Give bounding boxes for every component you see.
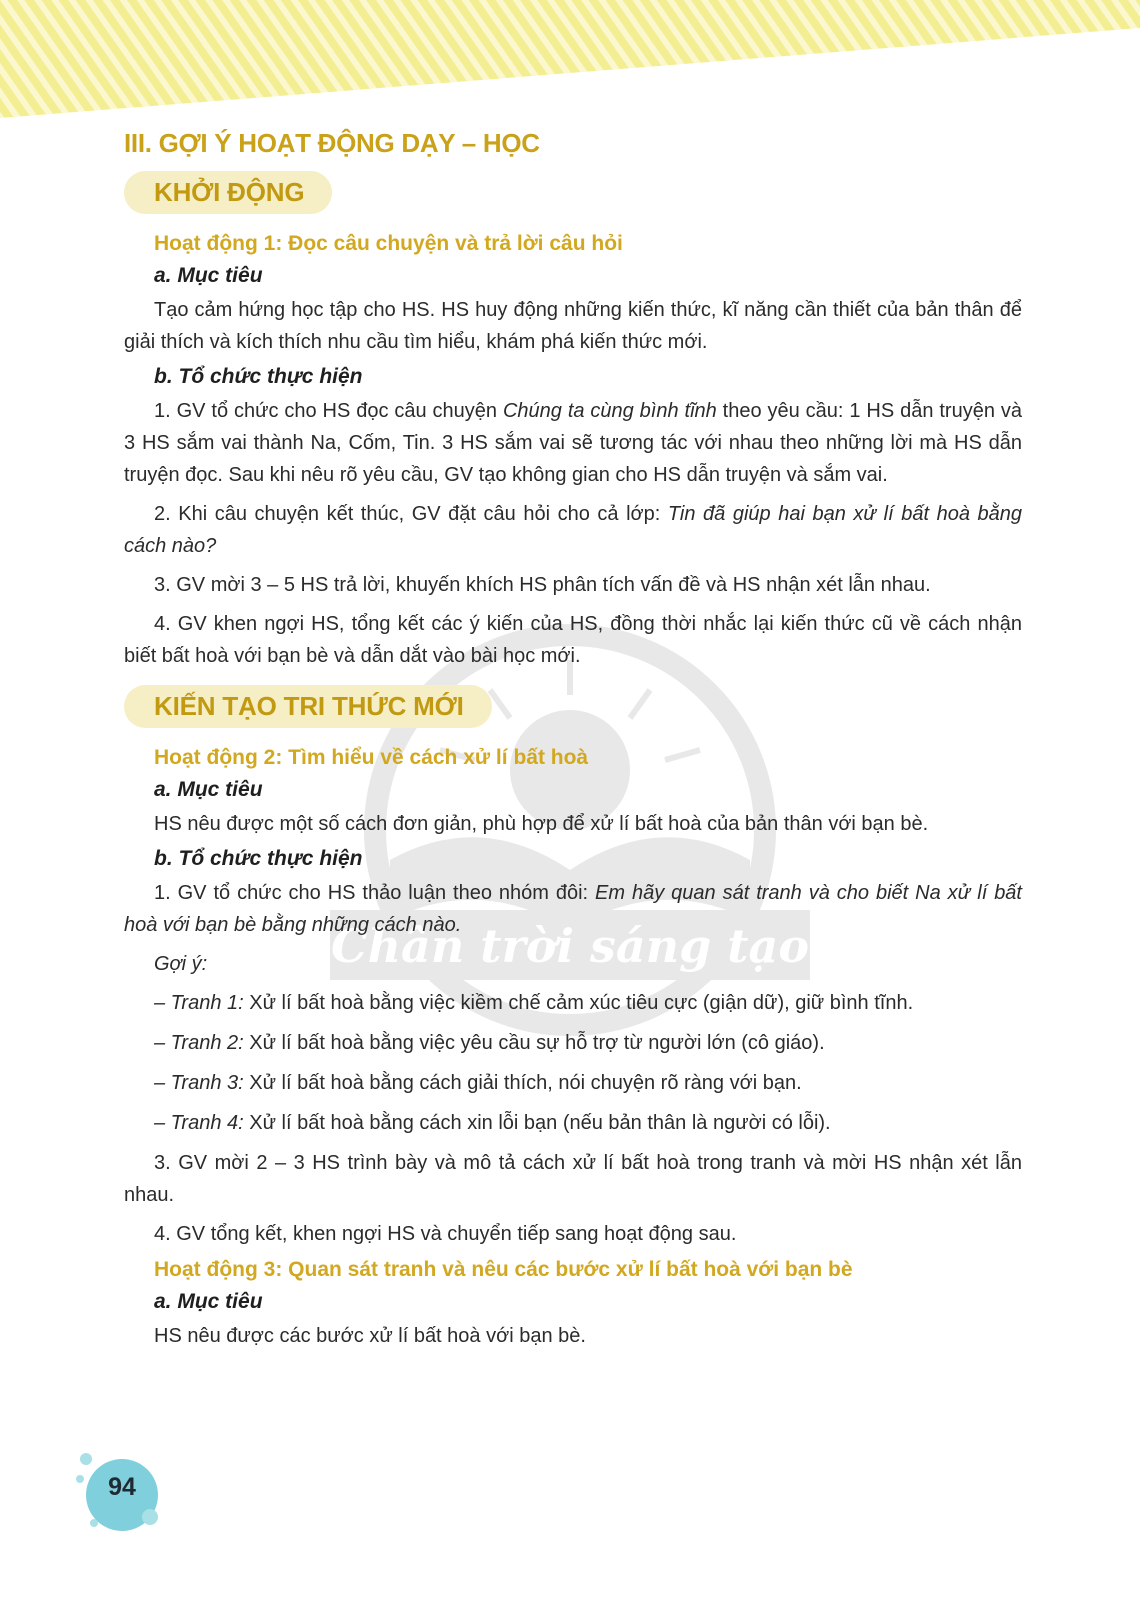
activity-2-muc-tieu-text: HS nêu được một số cách đơn giản, phù hợp để xử lí bất hoà của bản thân với bạn bè. (154, 813, 929, 835)
page-content (124, 128, 1022, 1359)
tranh-label: – Tranh 1: (154, 992, 244, 1014)
activity-1-step-1 (124, 395, 1022, 491)
kien-tao-heading: KIẾN TẠO TRI THỨC MỚI (124, 685, 492, 728)
activity-3-title: Hoạt động 3: Quan sát tranh và nêu các bước xử lí bất hoà với bạn bè (154, 1258, 853, 1281)
section-title: III. GỢI Ý HOẠT ĐỘNG DẠY – HỌC (124, 128, 540, 158)
activity-2-to-chuc-label: b. Tổ chức thực hiện (154, 847, 363, 870)
activity-1-muc-tieu-label: a. Mục tiêu (154, 264, 263, 287)
top-striped-band (0, 0, 1140, 130)
step-2-pre: 2. Khi câu chuyện kết thúc, GV đặt câu hỏi cho cả lớp: (154, 503, 668, 525)
activity-1-title: Hoạt động 1: Đọc câu chuyện và trả lời câu hỏi (154, 232, 623, 255)
activity-1-step-2 (124, 498, 1022, 562)
tranh-text: Xử lí bất hoà bằng cách xin lỗi bạn (nếu bản thân là người có lỗi). (243, 1112, 831, 1134)
activity-2-step-4: 4. GV tổng kết, khen ngợi HS và chuyển tiếp sang hoạt động sau. (154, 1223, 737, 1245)
activity-1-step-3: 3. GV mời 3 – 5 HS trả lời, khuyến khích HS phân tích vấn đề và HS nhận xét lẫn nhau. (154, 574, 931, 596)
step-1-pre: 1. GV tổ chức cho HS đọc câu chuyện (154, 400, 503, 422)
tranh-3-item (124, 1067, 1022, 1099)
tranh-text: Xử lí bất hoà bằng việc kiềm chế cảm xúc tiêu cực (giận dữ), giữ bình tĩnh. (243, 992, 914, 1014)
step-2-question: Tin đã giúp hai bạn xử lí bất hoà bằng cách nào? (124, 503, 1022, 557)
goi-y-label: Gợi ý: (154, 953, 208, 975)
tranh-label: – Tranh 3: (154, 1072, 244, 1094)
activity-1-muc-tieu-text: Tạo cảm hứng học tập cho HS. HS huy động những kiến thức, kĩ năng cần thiết của bản thân để giải thích và kích thích nhu cầu tìm hiểu, khám phá kiến thức mới. (124, 299, 1022, 353)
watermark-text: Chân trời sáng tạo (330, 919, 810, 973)
story-title: Chúng ta cùng bình tĩnh (502, 400, 717, 422)
activity-3-muc-tieu-text: HS nêu được các bước xử lí bất hoà với bạn bè. (154, 1325, 586, 1347)
activity-1-step-4: 4. GV khen ngợi HS, tổng kết các ý kiến của HS, đồng thời nhắc lại kiến thức cũ về cách nhận biết bất hoà với bạn bè và dẫn dắt vào bài học mới. (124, 613, 1022, 667)
tranh-text: Xử lí bất hoà bằng cách giải thích, nói chuyện rõ ràng với bạn. (243, 1072, 802, 1094)
activity-3-muc-tieu-label: a. Mục tiêu (154, 1290, 263, 1313)
activity-2-title: Hoạt động 2: Tìm hiểu về cách xử lí bất hoà (154, 746, 589, 769)
step-1-pre: 1. GV tổ chức cho HS thảo luận theo nhóm đôi: (154, 882, 596, 904)
tranh-4-item (124, 1107, 1022, 1139)
page-number: 94 (108, 1473, 136, 1501)
step-1-question: Em hãy quan sát tranh và cho biết Na xử lí bất hoà với bạn bè bằng những cách nào. (124, 882, 1022, 936)
tranh-text: Xử lí bất hoà bằng việc yêu cầu sự hỗ trợ từ người lớn (cô giáo). (243, 1032, 825, 1054)
tranh-label: – Tranh 2: (154, 1032, 244, 1054)
step-1-post: theo yêu cầu: 1 HS dẫn truyện và 3 HS sắm vai thành Na, Cốm, Tin. 3 HS sắm vai sẽ tương tác với nhau theo những lời mà HS dẫn truyện đọc. Sau khi nêu rõ yêu cầu, GV tạo không gian cho HS dẫn truyện và sắm vai. (124, 400, 1022, 486)
activity-1-to-chuc-label: b. Tổ chức thực hiện (154, 365, 363, 388)
page-number-badge (72, 1445, 162, 1535)
activity-2-muc-tieu-label: a. Mục tiêu (154, 778, 263, 801)
khoi-dong-heading: KHỞI ĐỘNG (124, 171, 332, 214)
tranh-1-item (124, 987, 1022, 1019)
tranh-label: – Tranh 4: (154, 1112, 244, 1134)
activity-2-step-1 (124, 877, 1022, 941)
activity-2-step-3: 3. GV mời 2 – 3 HS trình bày và mô tả cách xử lí bất hoà trong tranh và mời HS nhận xét lẫn nhau. (124, 1152, 1022, 1206)
tranh-2-item (124, 1027, 1022, 1059)
